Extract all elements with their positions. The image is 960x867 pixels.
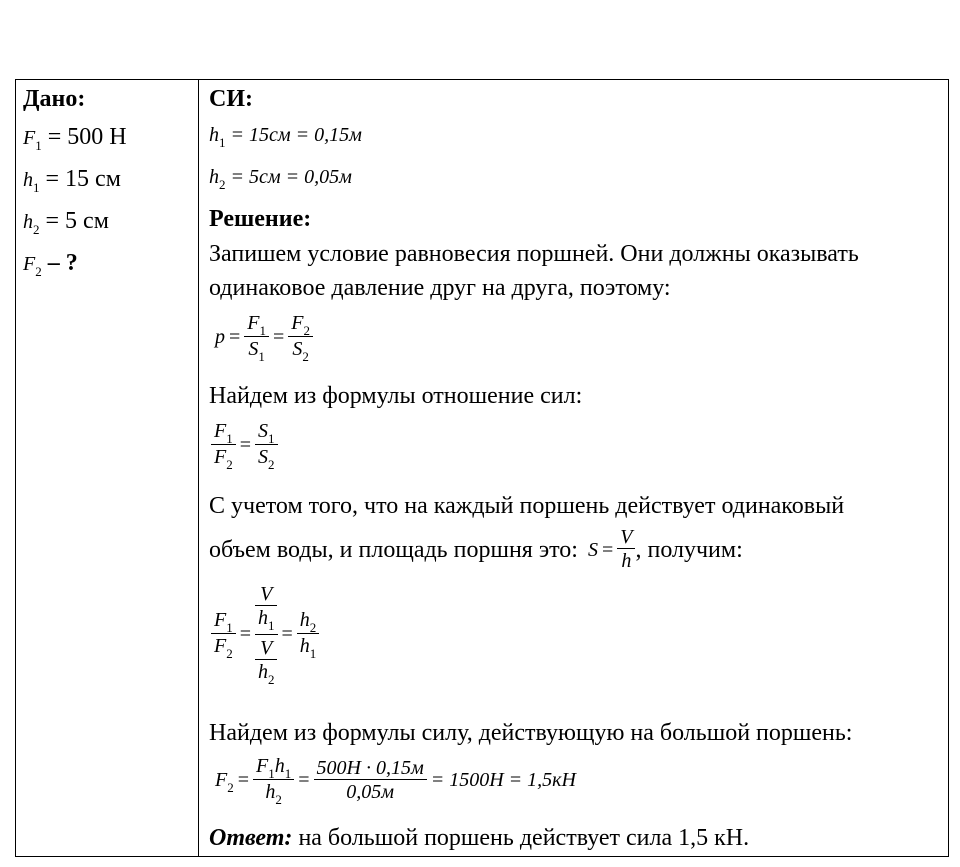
given-f2-unknown: $F_2$ – ? — [23, 250, 78, 279]
given-h2: $h_2 = 5$ см — [23, 208, 109, 237]
column-divider — [198, 80, 199, 856]
paragraph-volume-1: С учетом того, что на каждый поршень действует одинаковый — [209, 493, 845, 519]
given-f1: $F_1 = 500$ Н — [23, 124, 127, 153]
paragraph-equilibrium-1: Запишем условие равновесия поршней. Они должны оказывать — [209, 241, 859, 267]
answer-label: Ответ: — [209, 825, 293, 851]
given-header: Дано: — [23, 86, 86, 112]
given-h1: $h_1 = 15$ см — [23, 166, 121, 195]
paragraph-equilibrium-2: одинаковое давление друг на друга, поэтому: — [209, 275, 671, 301]
si-h2: $h_2 = 5см = 0,05м$ — [209, 166, 352, 192]
answer-line — [209, 821, 749, 855]
paragraph-large-piston: Найдем из формулы силу, действующую на большой поршень: — [209, 720, 853, 746]
formula-pressure: p = $\frac{F_1}{S_1}$ = $\frac{F_2}{S_2}$ — [215, 312, 313, 363]
formula-height-ratio: $\frac{F_1}{F_2}$ = $\frac{\frac{V}{h_1}}{\frac{V}{h_2}}$ = $\frac{h_2}{h_1}$ — [211, 583, 319, 686]
solution-header: Решение: — [209, 206, 312, 232]
paragraph-volume-2: объем воды, и площадь поршня это: S = $\frac{V}{h}$ , получим: — [209, 526, 743, 572]
solution-table — [15, 79, 949, 857]
si-header: СИ: — [209, 86, 253, 112]
paragraph-force-ratio: Найдем из формулы отношение сил: — [209, 383, 583, 409]
formula-force-ratio: $\frac{F_1}{F_2}$ = $\frac{S_1}{S_2}$ — [211, 420, 278, 471]
answer-text: на большой поршень действует сила 1,5 кН. — [292, 825, 750, 851]
si-h1: $h_1 = 15см = 0,15м$ — [209, 124, 362, 150]
formula-final: $F_2$ = $\frac{F_1h_1}{h_2}$ = $\frac{500Н \cdot 0,15м}{0,05м}$ = 1500Н = 1,5кН — [215, 755, 576, 807]
